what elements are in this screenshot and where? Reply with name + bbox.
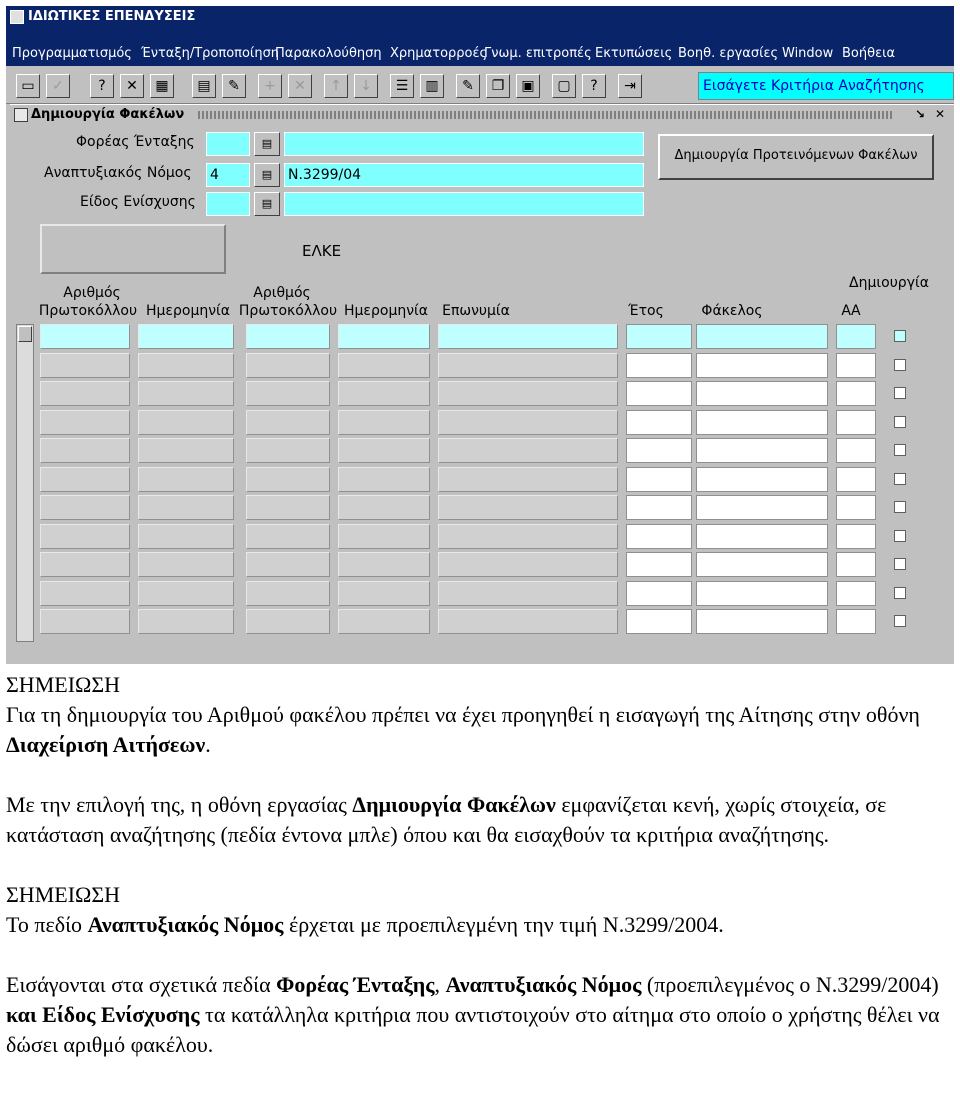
print-icon[interactable]: ▤ [192, 74, 216, 98]
create-checkbox[interactable] [894, 530, 906, 542]
label-foreas: Φορέας Ένταξης [76, 134, 195, 150]
nomos-desc-field[interactable]: Ν.3299/04 [284, 163, 644, 187]
cell-fakelos[interactable] [696, 324, 828, 349]
lov-icon[interactable]: ▥ [420, 74, 444, 98]
cell-fakelos[interactable] [696, 552, 828, 577]
editor-icon[interactable]: ✎ [456, 74, 480, 98]
cell-arithmos-1[interactable] [40, 467, 130, 492]
cell-imerominia-1[interactable] [138, 353, 234, 378]
create-checkbox[interactable] [894, 587, 906, 599]
form-title: Δημιουργία Φακέλων [31, 107, 185, 122]
cell-imerominia-1[interactable] [138, 495, 234, 520]
create-checkbox[interactable] [894, 359, 906, 371]
paragraph-2: Με την επιλογή της, η οθόνη εργασίας Δημιουργία Φακέλων εμφανίζεται κενή, χωρίς στοιχεία, σε κατάσταση αναζήτησης (πεδία έντονα μπλε) όπου και θα εισαχθούν τα κριτήρια αναζήτησης. [6, 792, 887, 847]
save-icon[interactable]: ▭ [16, 74, 40, 98]
cell-imerominia-2[interactable] [338, 324, 430, 349]
cell-etos[interactable] [626, 552, 692, 577]
cell-etos[interactable] [626, 609, 692, 634]
cell-imerominia-1[interactable] [138, 552, 234, 577]
cell-imerominia-1[interactable] [138, 381, 234, 406]
close-icon[interactable]: ✕ [934, 107, 946, 121]
cell-arithmos-2[interactable] [246, 524, 330, 549]
create-checkbox[interactable] [894, 615, 906, 627]
foreas-code-field[interactable] [206, 132, 250, 156]
menu-entaxi[interactable]: Ένταξη/Τροποποίηση [141, 46, 280, 61]
header-etos: Έτος [628, 303, 664, 319]
cell-arithmos-1[interactable] [40, 324, 130, 349]
cell-imerominia-1[interactable] [138, 581, 234, 606]
cell-imerominia-1[interactable] [138, 324, 234, 349]
create-checkbox[interactable] [894, 473, 906, 485]
header-protokollou-1b: Πρωτοκόλλου [38, 303, 138, 319]
cell-imerominia-1[interactable] [138, 438, 234, 463]
cell-aa[interactable] [836, 524, 876, 549]
cell-arithmos-2[interactable] [246, 353, 330, 378]
header-imerominia-1: Ημερομηνία [145, 303, 231, 319]
titlebar-texture [198, 111, 894, 119]
cell-arithmos-1[interactable] [40, 410, 130, 435]
insert-record-icon[interactable]: + [258, 74, 282, 98]
check-icon[interactable]: ✓ [46, 74, 70, 98]
previous-record-icon[interactable]: ↑ [324, 74, 348, 98]
cell-imerominia-2[interactable] [338, 353, 430, 378]
cell-imerominia-1[interactable] [138, 609, 234, 634]
cell-arithmos-1[interactable] [40, 381, 130, 406]
cell-aa[interactable] [836, 609, 876, 634]
cell-eponymia[interactable] [438, 381, 618, 406]
maximize-icon[interactable]: ↘ [914, 107, 926, 121]
note-1-title: ΣΗΜΕΙΩΣΗ [6, 672, 121, 697]
cell-arithmos-1[interactable] [40, 552, 130, 577]
cell-etos[interactable] [626, 524, 692, 549]
cell-imerominia-2[interactable] [338, 609, 430, 634]
cell-aa[interactable] [836, 581, 876, 606]
cell-fakelos[interactable] [696, 524, 828, 549]
exit-icon[interactable]: ⇥ [618, 74, 642, 98]
next-record-icon[interactable]: ↓ [354, 74, 378, 98]
header-arithmos-1a: Αριθμός [63, 285, 121, 301]
cell-fakelos[interactable] [696, 353, 828, 378]
query-icon[interactable]: ? [90, 74, 114, 98]
cell-imerominia-2[interactable] [338, 438, 430, 463]
copy-icon[interactable]: ❐ [486, 74, 510, 98]
create-checkbox[interactable] [894, 558, 906, 570]
foreas-lov-icon[interactable]: ▤ [254, 132, 280, 156]
cancel-query-icon[interactable]: ✕ [120, 74, 144, 98]
notes-section [6, 670, 952, 1060]
info-box [40, 224, 226, 274]
cell-imerominia-2[interactable] [338, 410, 430, 435]
cell-fakelos[interactable] [696, 609, 828, 634]
eidos-code-field[interactable] [206, 192, 250, 216]
scrollbar-thumb[interactable] [18, 326, 32, 342]
cell-fakelos[interactable] [696, 581, 828, 606]
nomos-code-field[interactable]: 4 [206, 163, 250, 187]
eidos-lov-icon[interactable]: ▤ [254, 192, 280, 216]
cell-imerominia-2[interactable] [338, 381, 430, 406]
cell-etos[interactable] [626, 581, 692, 606]
form-title-wrap [14, 105, 190, 125]
cell-fakelos[interactable] [696, 410, 828, 435]
header-arithmos-2a: Αριθμός [253, 285, 311, 301]
app-title: ΙΔΙΩΤΙΚΕΣ ΕΠΕΝΔΥΣΕΙΣ [28, 9, 196, 24]
cell-eponymia[interactable] [438, 609, 618, 634]
create-checkbox[interactable] [894, 501, 906, 513]
cell-arithmos-2[interactable] [246, 609, 330, 634]
cell-etos[interactable] [626, 438, 692, 463]
cell-imerominia-2[interactable] [338, 524, 430, 549]
cell-eponymia[interactable] [438, 495, 618, 520]
cell-eponymia[interactable] [438, 524, 618, 549]
cell-fakelos[interactable] [696, 467, 828, 492]
cell-fakelos[interactable] [696, 438, 828, 463]
cell-eponymia[interactable] [438, 410, 618, 435]
note-1-text: Για τη δημιουργία του Αριθμού φακέλου πρέπει να έχει προηγηθεί η εισαγωγή της Αίτησης στην οθόνη Διαχείριση Αιτήσεων. [6, 702, 920, 757]
cell-arithmos-2[interactable] [246, 552, 330, 577]
cell-arithmos-1[interactable] [40, 438, 130, 463]
cell-imerominia-2[interactable] [338, 495, 430, 520]
create-checkbox[interactable] [894, 387, 906, 399]
create-proposed-folders-button[interactable]: Δημιουργία Προτεινόμενων Φακέλων [658, 134, 934, 180]
header-aa: ΑΑ [841, 303, 861, 319]
header-fakelos: Φάκελος [701, 303, 763, 319]
cell-aa[interactable] [836, 381, 876, 406]
app-icon [10, 10, 24, 24]
note-2-title: ΣΗΜΕΙΩΣΗ [6, 882, 121, 907]
cell-aa[interactable] [836, 467, 876, 492]
form-titlebar [10, 104, 954, 126]
cell-eponymia[interactable] [438, 581, 618, 606]
cell-aa[interactable] [836, 324, 876, 349]
cell-arithmos-1[interactable] [40, 524, 130, 549]
cell-eponymia[interactable] [438, 353, 618, 378]
cell-imerominia-2[interactable] [338, 552, 430, 577]
nomos-lov-icon[interactable]: ▤ [254, 163, 280, 187]
menu-parakolouthisi[interactable]: Παρακολούθηση [275, 46, 382, 61]
menu-voitheia[interactable]: Βοήθεια [842, 46, 896, 61]
cell-eponymia[interactable] [438, 552, 618, 577]
header-dimiourgia: Δημιουργία [849, 275, 929, 291]
app-titlebar [6, 6, 954, 28]
header-protokollou-2b: Πρωτοκόλλου [238, 303, 338, 319]
edit-icon[interactable]: ✎ [222, 74, 246, 98]
menu-ektyposeis[interactable]: Εκτυπώσεις [595, 46, 673, 61]
form-icon [14, 108, 28, 122]
cell-aa[interactable] [836, 552, 876, 577]
cell-imerominia-1[interactable] [138, 410, 234, 435]
cell-fakelos[interactable] [696, 381, 828, 406]
cell-arithmos-2[interactable] [246, 467, 330, 492]
execute-query-icon[interactable]: ▦ [150, 74, 174, 98]
cell-arithmos-2[interactable] [246, 495, 330, 520]
menu-xrimatorroes[interactable]: Χρηματορροές [390, 46, 488, 61]
cell-etos[interactable] [626, 381, 692, 406]
cell-arithmos-1[interactable] [40, 353, 130, 378]
header-imerominia-2: Ημερομηνία [343, 303, 429, 319]
help-icon[interactable]: ? [582, 74, 606, 98]
menu-programmatismos[interactable]: Προγραμματισμός [12, 46, 132, 61]
cell-arithmos-2[interactable] [246, 438, 330, 463]
menu-gnomodotikes[interactable]: Γνωμ. επιτροπές [484, 46, 592, 61]
cell-imerominia-1[interactable] [138, 467, 234, 492]
label-nomos: Αναπτυξιακός Νόμος [44, 165, 192, 181]
foreas-desc-field[interactable] [284, 132, 644, 156]
cell-etos[interactable] [626, 410, 692, 435]
menu-bar [6, 28, 954, 66]
list-icon[interactable]: ☰ [390, 74, 414, 98]
cell-arithmos-2[interactable] [246, 324, 330, 349]
cell-arithmos-2[interactable] [246, 410, 330, 435]
cell-imerominia-2[interactable] [338, 467, 430, 492]
cell-aa[interactable] [836, 495, 876, 520]
eidos-desc-field[interactable] [284, 192, 644, 216]
cell-imerominia-2[interactable] [338, 581, 430, 606]
elke-label: ΕΛΚΕ [302, 242, 342, 260]
create-checkbox[interactable] [894, 444, 906, 456]
status-hint: Εισάγετε Κριτήρια Αναζήτησης [698, 72, 954, 100]
cell-arithmos-1[interactable] [40, 495, 130, 520]
cell-etos[interactable] [626, 353, 692, 378]
cell-arithmos-1[interactable] [40, 609, 130, 634]
menu-voith-ergasies[interactable]: Βοηθ. εργασίες [678, 46, 779, 61]
cell-arithmos-2[interactable] [246, 381, 330, 406]
delete-record-icon[interactable]: ✕ [288, 74, 312, 98]
cell-etos[interactable] [626, 467, 692, 492]
create-checkbox[interactable] [894, 330, 906, 342]
cell-etos[interactable] [626, 324, 692, 349]
header-eponymia: Επωνυμία [442, 303, 510, 319]
cell-imerominia-1[interactable] [138, 524, 234, 549]
menu-window[interactable]: Window [782, 46, 834, 61]
cell-eponymia[interactable] [438, 438, 618, 463]
cell-etos[interactable] [626, 495, 692, 520]
paragraph-4: Εισάγονται στα σχετικά πεδία Φορέας Ένταξης, Αναπτυξιακός Νόμος (προεπιλεγμένος ο Ν.3299/2004) και Είδος Ενίσχυσης τα κατάλληλα κριτήρια που αντιστοιχούν στο αίτημα στο οποίο ο χρήστης θέλει να δώσει αριθμό φακέλου. [6, 972, 940, 1057]
application-screen [6, 6, 954, 664]
cell-arithmos-2[interactable] [246, 581, 330, 606]
cell-arithmos-1[interactable] [40, 581, 130, 606]
cell-aa[interactable] [836, 353, 876, 378]
cell-aa[interactable] [836, 410, 876, 435]
paste-icon[interactable]: ▣ [516, 74, 540, 98]
note-2-text: Το πεδίο Αναπτυξιακός Νόμος έρχεται με προεπιλεγμένη την τιμή Ν.3299/2004. [6, 912, 724, 937]
cell-eponymia[interactable] [438, 324, 618, 349]
cell-eponymia[interactable] [438, 467, 618, 492]
create-checkbox[interactable] [894, 416, 906, 428]
label-eidos: Είδος Ενίσχυσης [80, 194, 196, 210]
cell-fakelos[interactable] [696, 495, 828, 520]
cell-aa[interactable] [836, 438, 876, 463]
records-scrollbar[interactable] [16, 324, 34, 642]
attach-icon[interactable]: ▢ [552, 74, 576, 98]
